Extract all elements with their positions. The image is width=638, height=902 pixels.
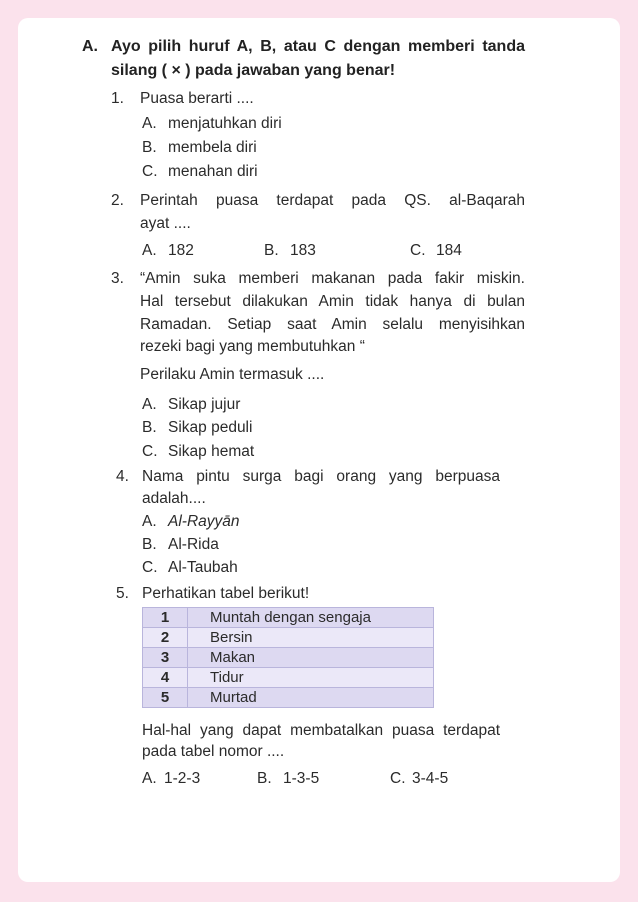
table-row <box>143 668 434 688</box>
table-row <box>143 648 434 668</box>
option-text: Al-Taubah <box>168 559 238 576</box>
question-2-option-c[interactable] <box>410 242 462 260</box>
table-row <box>143 628 434 648</box>
question-5-number: 5. <box>116 585 129 602</box>
question-1-option-b[interactable] <box>142 139 257 157</box>
option-letter: A. <box>142 115 157 132</box>
table-cell-text: Makan <box>188 648 434 668</box>
question-5-text-line-3: pada tabel nomor .... <box>142 743 285 760</box>
option-text: 1-2-3 <box>164 770 201 787</box>
table-cell-number: 1 <box>143 608 188 628</box>
question-3-text-line-3: Ramadan. Setiap saat Amin selalu menyisihkan <box>140 316 525 333</box>
question-3-text-line-1: “Amin suka memberi makanan pada fakir miskin. <box>140 270 525 287</box>
question-3-text-line-2: Hal tersebut dilakukan Amin tidak hanya di bulan <box>140 293 525 310</box>
question-1-option-c[interactable] <box>142 163 258 181</box>
question-5-text-line-1: Perhatikan tabel berikut! <box>142 585 310 602</box>
option-text: Sikap peduli <box>168 419 253 436</box>
question-5-option-c[interactable] <box>390 770 448 788</box>
table-row <box>143 688 434 708</box>
table-cell-number: 4 <box>143 668 188 688</box>
question-4-option-a[interactable] <box>142 513 240 531</box>
table-cell-text: Muntah dengan sengaja <box>188 608 434 628</box>
question-2-number: 2. <box>111 192 124 209</box>
question-3-text-line-4: rezeki bagi yang membutuhkan “ <box>140 338 365 355</box>
table-cell-text: Bersin <box>188 628 434 648</box>
option-text: Sikap hemat <box>168 443 255 460</box>
option-text: 3-4-5 <box>412 770 449 787</box>
option-text: Sikap jujur <box>168 396 241 413</box>
option-text: menjatuhkan diri <box>168 115 282 132</box>
option-letter: C. <box>410 242 426 259</box>
option-letter: A. <box>142 513 157 530</box>
question-2-text-line-1: Perintah puasa terdapat pada QS. al-Baqarah <box>140 192 525 209</box>
option-letter: B. <box>142 139 157 156</box>
option-letter: A. <box>142 770 157 787</box>
option-letter: B. <box>142 419 157 436</box>
question-1-option-a[interactable] <box>142 115 282 133</box>
option-letter: C. <box>142 559 158 576</box>
question-4-number: 4. <box>116 468 129 485</box>
option-text: membela diri <box>168 139 257 156</box>
option-text: 1-3-5 <box>283 770 320 787</box>
question-3-option-b[interactable] <box>142 419 252 437</box>
option-text: 183 <box>290 242 316 259</box>
option-text: Al-Rida <box>168 536 219 553</box>
table-row <box>143 608 434 628</box>
worksheet-card <box>18 18 620 882</box>
section-letter: A. <box>82 38 98 55</box>
question-2-text-line-2: ayat .... <box>140 215 191 232</box>
option-letter: C. <box>142 443 158 460</box>
option-text: Al-Rayyān <box>168 513 240 530</box>
option-letter: B. <box>264 242 279 259</box>
option-letter: C. <box>142 163 158 180</box>
question-3-option-c[interactable] <box>142 443 254 461</box>
question-1-text: Puasa berarti .... <box>140 90 254 107</box>
question-3-option-a[interactable] <box>142 396 240 414</box>
option-letter: A. <box>142 242 157 259</box>
option-letter: B. <box>142 536 157 553</box>
question-2-option-a[interactable] <box>142 242 194 260</box>
option-text: 184 <box>436 242 462 259</box>
question-4-option-c[interactable] <box>142 559 238 577</box>
option-text: 182 <box>168 242 194 259</box>
option-letter: B. <box>257 770 272 787</box>
table-cell-text: Tidur <box>188 668 434 688</box>
question-3-prompt: Perilaku Amin termasuk .... <box>140 366 325 383</box>
question-4-option-b[interactable] <box>142 536 219 554</box>
question-1-number: 1. <box>111 90 124 107</box>
table-cell-text: Murtad <box>188 688 434 708</box>
question-5-table <box>142 607 434 708</box>
question-5-text-line-2: Hal-hal yang dapat membatalkan puasa terdapat <box>142 722 500 739</box>
question-3-number: 3. <box>111 270 124 287</box>
table-cell-number: 2 <box>143 628 188 648</box>
question-4-text-line-2: adalah.... <box>142 490 206 507</box>
option-text: menahan diri <box>168 163 258 180</box>
question-5-option-a[interactable] <box>142 770 200 788</box>
section-instruction-line-1: Ayo pilih huruf A, B, atau C dengan memberi tanda <box>111 38 525 55</box>
table-cell-number: 3 <box>143 648 188 668</box>
option-letter: C. <box>390 770 406 787</box>
question-5-option-b[interactable] <box>257 770 319 788</box>
section-instruction-line-2: silang ( × ) pada jawaban yang benar! <box>111 62 396 79</box>
question-4-text-line-1: Nama pintu surga bagi orang yang berpuasa <box>142 468 500 485</box>
question-2-option-b[interactable] <box>264 242 316 260</box>
option-letter: A. <box>142 396 157 413</box>
table-cell-number: 5 <box>143 688 188 708</box>
